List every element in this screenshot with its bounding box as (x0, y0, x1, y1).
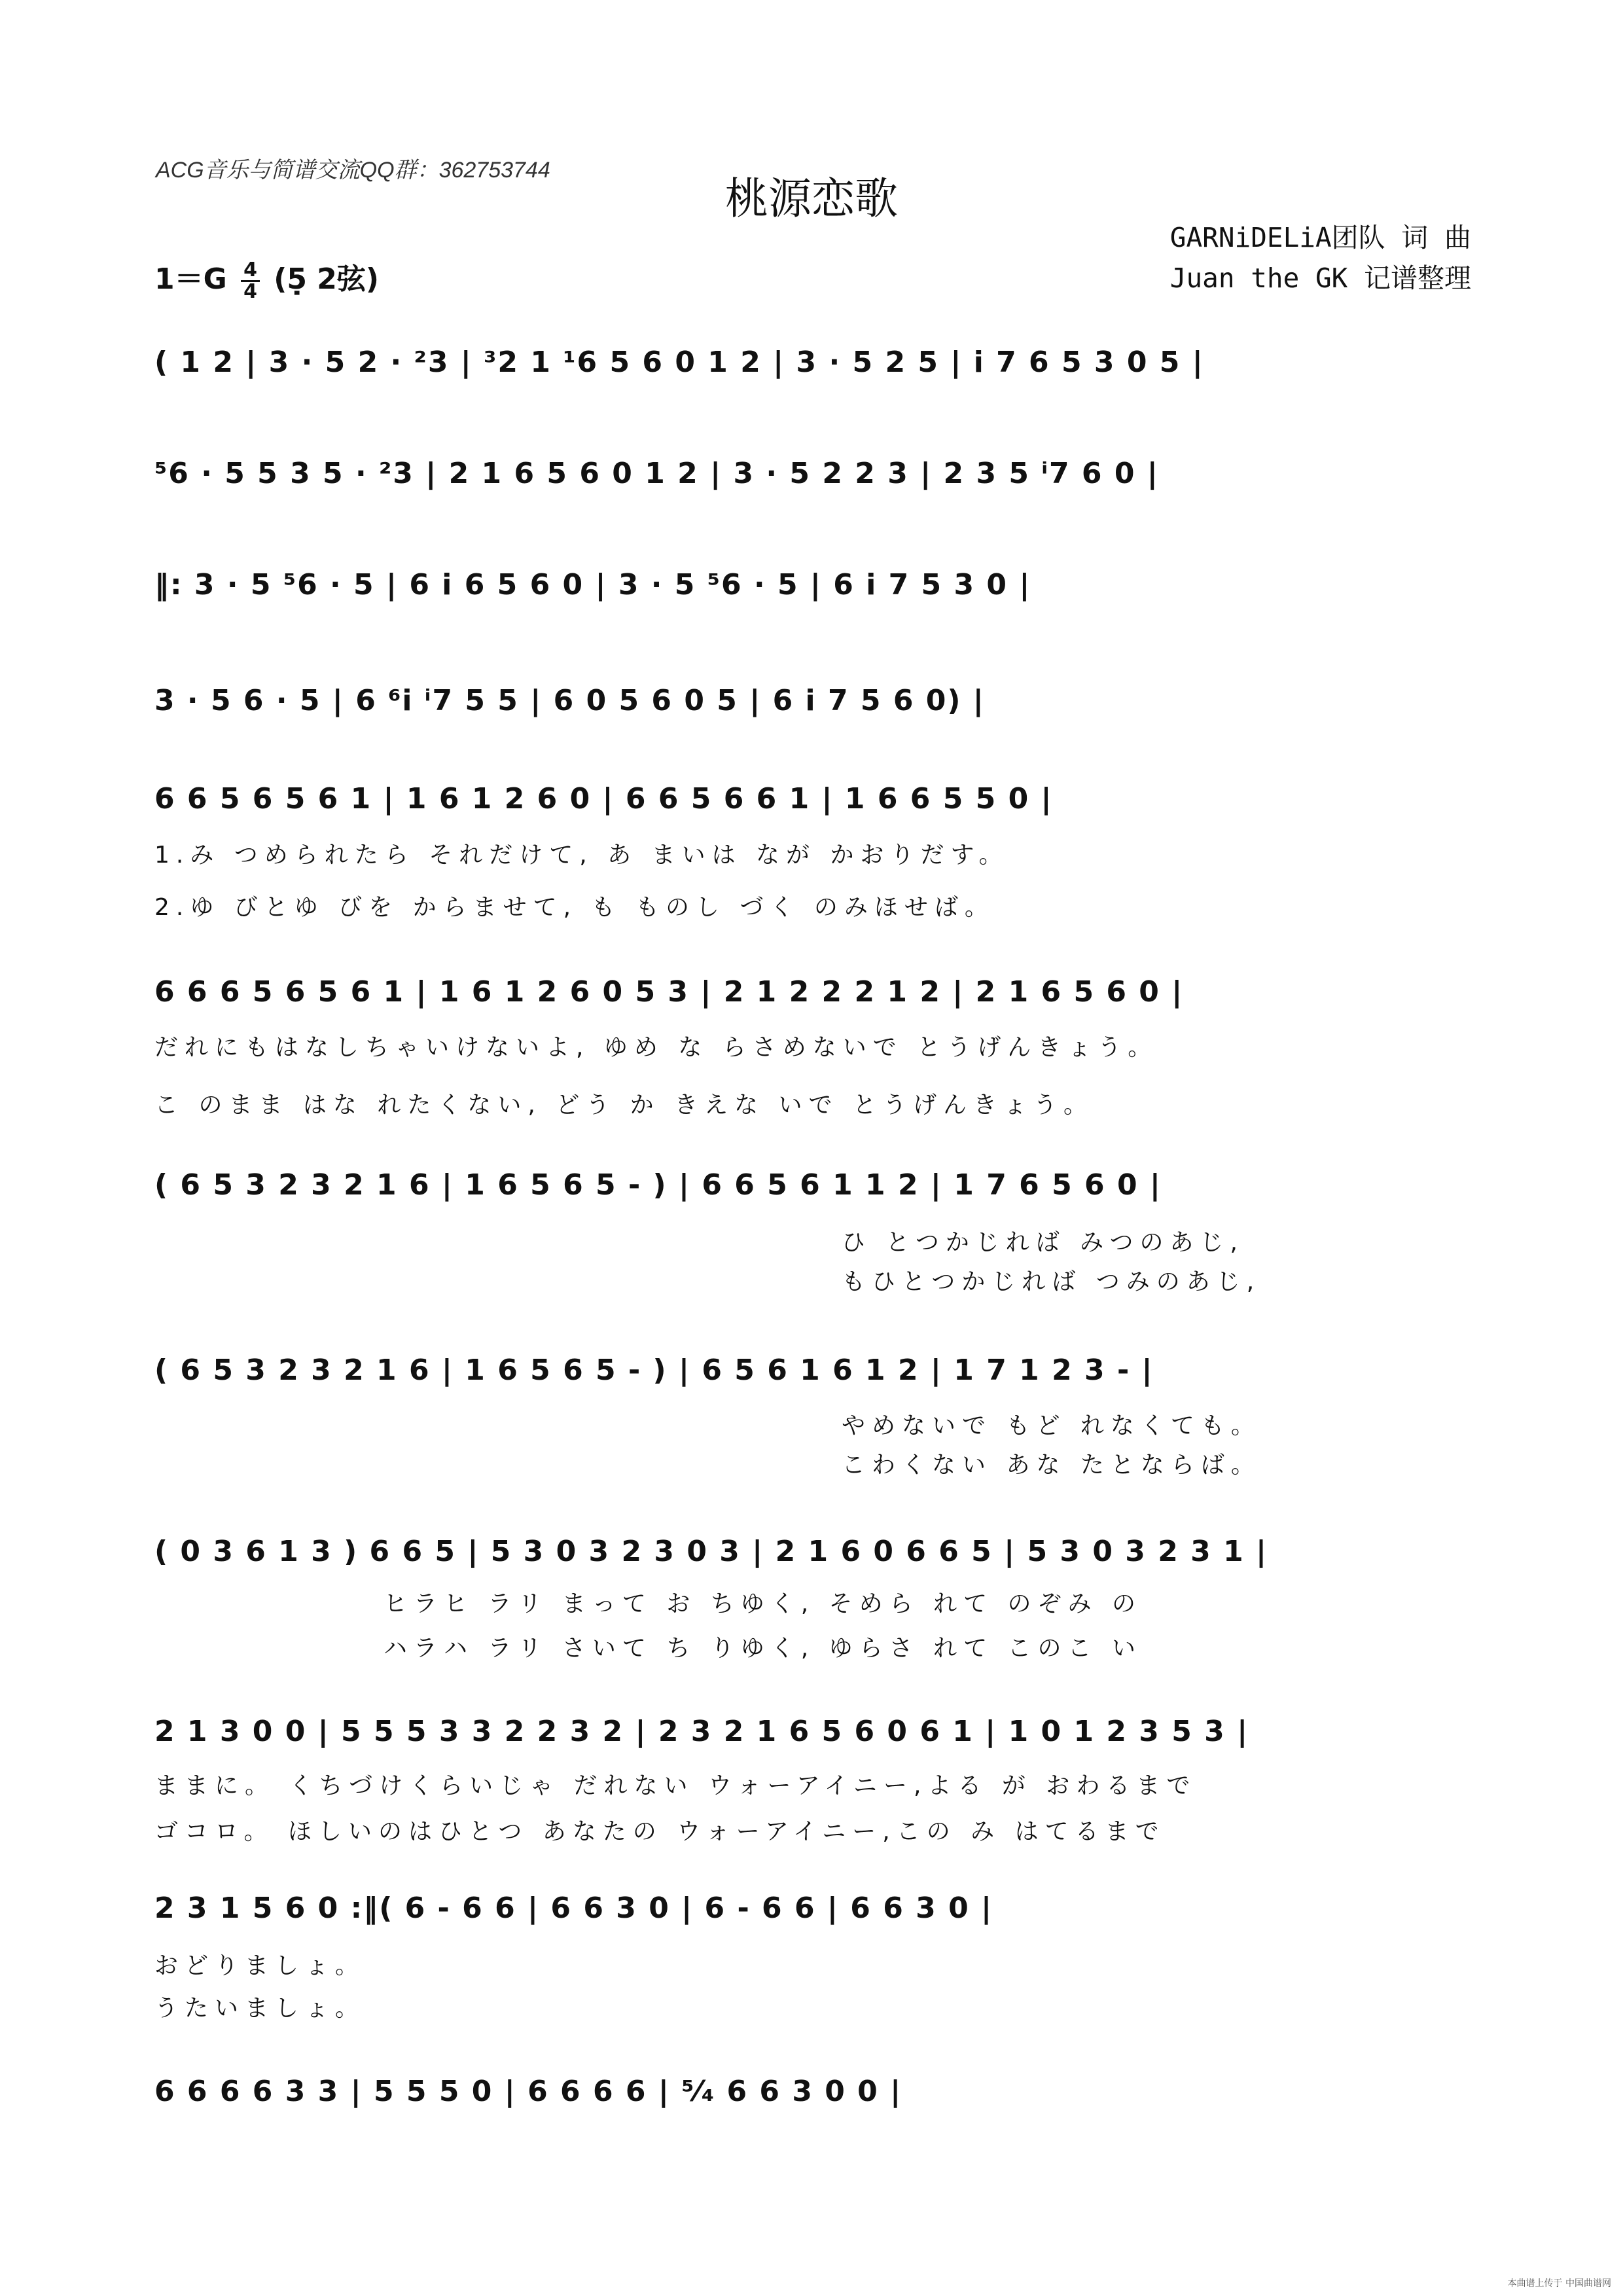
score-system-6: 6 6 6 5 6 5 6 1 | 1 6 1 2 6 0 5 3 | 2 1 2 2 2 1 2 | 2 1 6 5 6 0 | (154, 975, 1184, 1009)
lyrics-verse-2: うたいましょ。 (154, 1995, 366, 2022)
score-system-1: ( 1 2 | 3 · 5 2 · ²3 | ³2 1 ¹6 5 6 0 1 2 | 3 · 5 2 5 | i 7 6 5 3 0 5 | (154, 346, 1204, 379)
lyrics-verse-1: 1.み つめられたら それだけて, あ まいは なが かおりだす。 (154, 842, 1009, 869)
score-system-11: 2 3 1 5 6 0 :‖( 6 - 6 6 | 6 6 3 0 | 6 - 6 6 | 6 6 3 0 | (154, 1892, 993, 1925)
lyrics-verse-2: ハラハ ラリ さいて ち りゆく, ゆらさ れて このこ い (383, 1635, 1142, 1662)
score-system-12: 6 6 6 6 3 3 | 5 5 5 0 | 6 6 6 6 | ⁵⁄₄ 6 6 3 0 0 | (154, 2075, 902, 2108)
lyrics-verse-1: おどりましょ。 (154, 1952, 366, 1979)
score-system-7: ( 6 5 3 2 3 2 1 6 | 1 6 5 6 5 - ) | 6 6 5 6 1 1 2 | 1 7 6 5 6 0 | (154, 1168, 1162, 1202)
score-system-9: ( 0 3 6 1 3 ) 6 6 5 | 5 3 0 3 2 3 0 3 | 2 1 6 0 6 6 5 | 5 3 0 3 2 3 1 | (154, 1535, 1268, 1568)
lyrics-verse-2: もひとつかじれば つみのあじ, (842, 1268, 1261, 1295)
song-title: 桃源恋歌 (725, 173, 898, 224)
time-top: 4 (241, 260, 260, 282)
lyrics-verse-2: こわくない あな たとならば。 (842, 1452, 1261, 1479)
lyrics-verse-1: ままに。 くちづけくらいじゃ だれない ウォーアイニー,よる が おわるまで (154, 1772, 1197, 1799)
lyrics-verse-2: ゴコロ。 ほしいのはひとつ あなたの ウォーアイニー,この み はてるまで (154, 1818, 1166, 1845)
lyrics-verse-2: 2.ゆ びとゆ びを からませて, も ものし づく のみほせば。 (154, 894, 995, 921)
key-signature (154, 255, 379, 302)
lyrics-verse-1: だれにもはなしちゃいけないよ, ゆめ な らさめないで とうげんきょう。 (154, 1034, 1158, 1061)
qq-group-label: ACG音乐与简谱交流QQ群：362753744 (156, 158, 550, 183)
time-signature (241, 260, 260, 302)
score-system-2: ⁵6 · 5 5 3 5 · ²3 | 2 1 6 5 6 0 1 2 | 3 · 5 2 2 3 | 2 3 5 ⁱ7 6 0 | (154, 457, 1159, 490)
lyricist-composer-credit: GARNiDELiA团队 词 曲 (1169, 222, 1471, 253)
lyrics-verse-1: ひ とつかじれば みつのあじ, (842, 1229, 1244, 1256)
lyrics-verse-2: こ のまま はな れたくない, どう か きえな いで とうげんきょう。 (154, 1092, 1094, 1119)
score-system-4: 3 · 5 6 · 5 | 6 ⁶i ⁱ7 5 5 | 6 0 5 6 0 5 | 6 i 7 5 6 0) | (154, 684, 985, 717)
score-system-10: 2 1 3 0 0 | 5 5 5 3 3 2 2 3 2 | 2 3 2 1 6 5 6 0 6 1 | 1 0 1 2 3 5 3 | (154, 1715, 1249, 1748)
tuning-label: (5̣ 2弦) (274, 262, 380, 296)
footer-watermark: 本曲谱上传于 中国曲谱网 (1507, 2278, 1611, 2289)
lyrics-verse-1: やめないで もど れなくても。 (842, 1412, 1261, 1439)
time-bottom: 4 (243, 279, 257, 303)
score-system-3: ‖: 3 · 5 ⁵6 · 5 | 6 i 6 5 6 0 | 3 · 5 ⁵6 · 5 | 6 i 7 5 3 0 | (154, 568, 1031, 601)
score-system-8: ( 6 5 3 2 3 2 1 6 | 1 6 5 6 5 - ) | 6 5 6 1 6 1 2 | 1 7 1 2 3 - | (154, 1354, 1154, 1387)
tonic-label: 1＝G (154, 262, 227, 296)
score-system-5: 6 6 5 6 5 6 1 | 1 6 1 2 6 0 | 6 6 5 6 6 1 | 1 6 6 5 5 0 | (154, 782, 1053, 816)
lyrics-verse-1: ヒラヒ ラリ まって お ちゆく, そめら れて のぞみ の (383, 1590, 1142, 1617)
transcriber-credit: Juan the GK 记谱整理 (1169, 262, 1471, 294)
